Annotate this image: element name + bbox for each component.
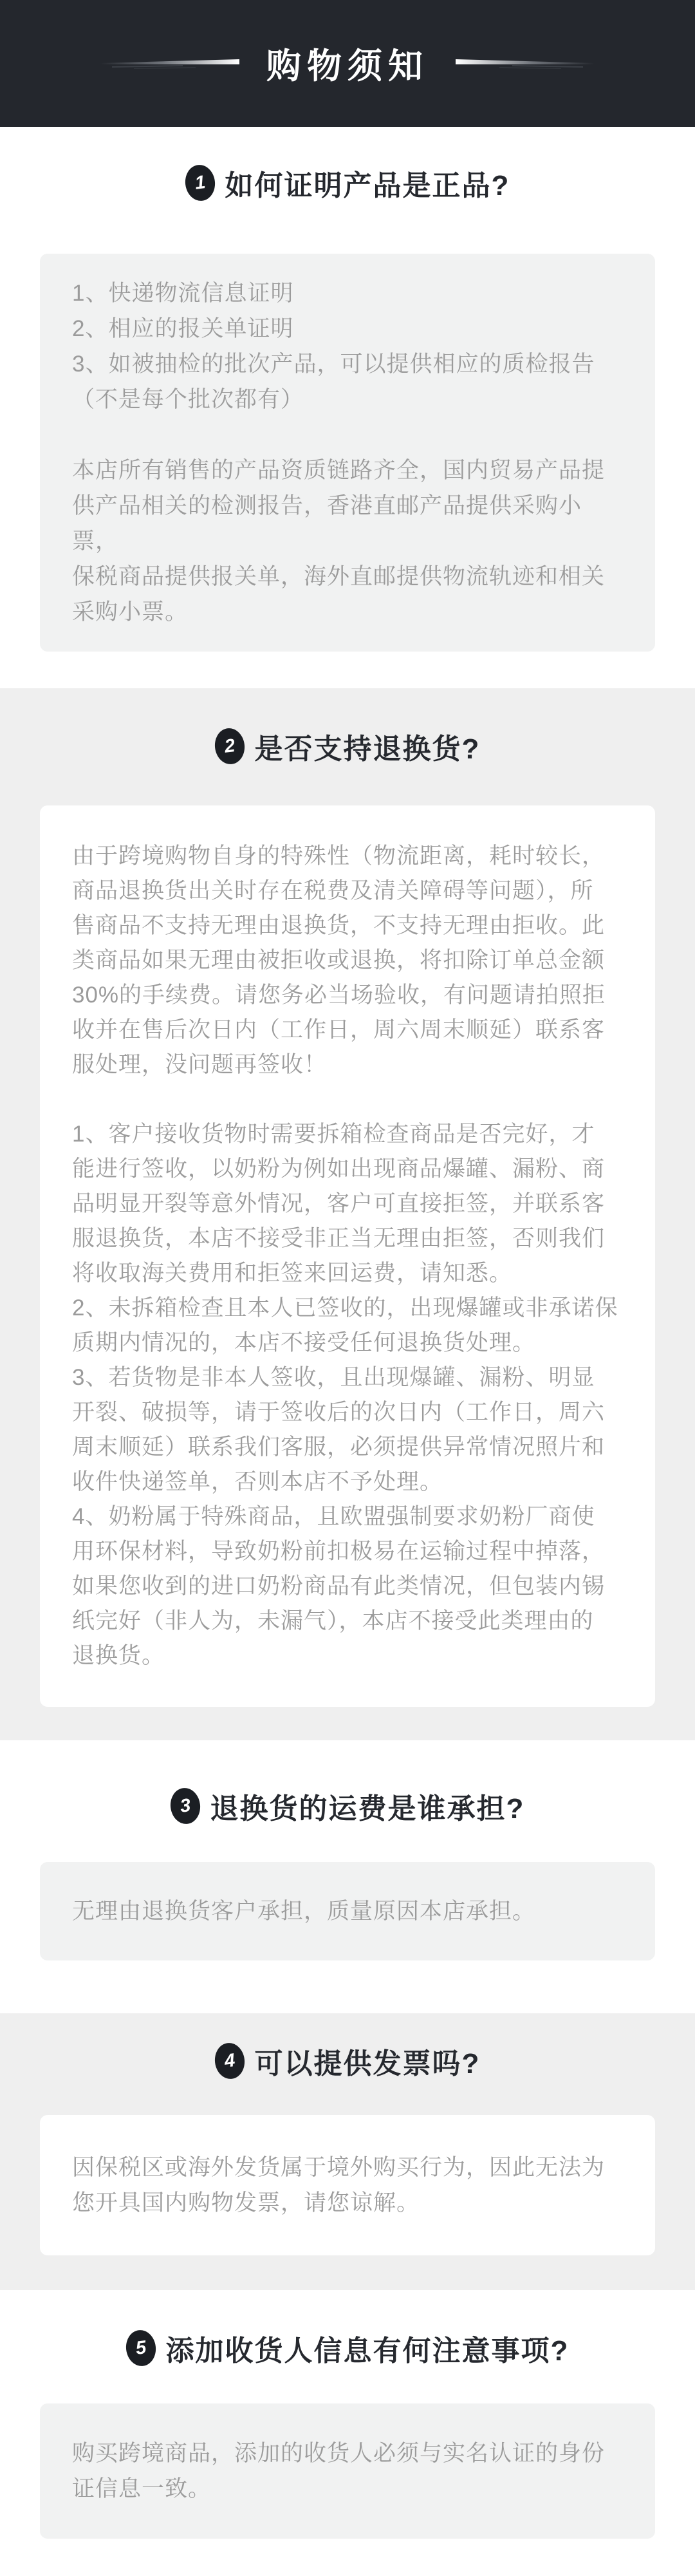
section-number: 2 [223,735,236,757]
section-heading [0,2290,695,2369]
section-number: 4 [223,2049,236,2072]
section-return-policy [0,688,695,1740]
section-title: 可以提供发票吗? [254,2048,481,2080]
section-title: 如何证明产品是正品? [225,170,510,202]
section-heading [0,127,695,203]
section-number-badge [124,2328,157,2367]
section-panel [40,254,655,652]
section-title: 添加收货人信息有何注意事项? [165,2335,570,2367]
section-body-text: 由于跨境购物自身的特殊性（物流距离，耗时较长， 商品退换货出关时存在税费及清关障碍等问题），所 售商品不支持无理由退换货，不支持无理由拒收。此 类商品如果无理由被拒收或退换，将扣除订单总金额 30%的手续费。请您务必当场验收，有问题请拍照拒 收并在售后次日内（工作日，周六周末顺延）联系客 服处理，没问题再签收！ 1、客户接收货物时需要拆箱检查商品是否完好，才 能进行签收，以奶粉为例如出现商品爆罐、漏粉、商 品明显开裂等意外情况，客户可直接拒签，并联系客 服退换货，本店不接受非正当无理由拒签，否则我们 将收取海关费用和拒签来回运费，请知悉。 2、未拆箱检查且本人已签收的，出现爆罐或非承诺保 质期内情况的，本店不接受任何退换货处理。 3、若货物是非本人签收，且出现爆罐、漏粉、明显 开裂、破损等，请于签收后的次日内（工作日，周六 周末顺延）联系我们客服，必须提供异常情况照片和 收件快递签单，否则本店不予处理。 4、奶粉属于特殊商品，且欧盟强制要求奶粉厂商使 用环保材料，导致奶粉前扣极易在运输过程中掉落， 如果您收到的进口奶粉商品有此类情况，但包装内锡 纸完好（非人为，未漏气），本店不接受此类理由的 退换货。 [72,843,618,1668]
section-recipient-info [0,2290,695,2539]
section-authenticity-proof [0,127,695,652]
section-number-badge [212,2041,246,2080]
section-panel [40,2115,655,2255]
section-panel [40,805,655,1707]
section-number-badge [168,1786,201,1825]
section-invoice [0,2013,695,2290]
section-body-text: 因保税区或海外发货属于境外购买行为，因此无法为 您开具国内购物发票，请您谅解。 [72,2155,606,2215]
section-return-shipping-fee [0,1740,695,1960]
title-flourish-right-icon [456,57,595,70]
section-body-text: 无理由退换货客户承担，质量原因本店承担。 [72,1899,536,1924]
section-heading [0,2040,695,2082]
section-title: 是否支持退换货? [254,733,481,765]
section-number: 1 [193,171,207,194]
section-number: 3 [178,1794,192,1817]
page-title: 购物须知 [266,47,429,86]
section-heading [0,726,695,767]
section-body-text: 1、快递物流信息证明 2、相应的报关单证明 3、如被抽检的批次产品，可以提供相应的质检报告 （不是每个批次都有） 本店所有销售的产品资质链路齐全，国内贸易产品提 供产品相关的检测报告，香港直邮产品提供采购小票， 保税商品提供报关单，海外直邮提供物流轨迹和相关 采购小票。 [72,281,606,625]
section-number: 5 [134,2336,147,2359]
title-flourish-left-icon [100,57,239,70]
section-title: 退换货的运费是谁承担? [210,1793,525,1825]
section-number-badge [212,726,246,766]
section-panel [40,2403,655,2539]
header [0,0,695,127]
section-body-text: 购买跨境商品，添加的收货人必须与实名认证的身份 证信息一致。 [72,2441,606,2501]
section-number-badge [183,163,216,202]
section-heading [0,1740,695,1827]
section-panel [40,1862,655,1960]
